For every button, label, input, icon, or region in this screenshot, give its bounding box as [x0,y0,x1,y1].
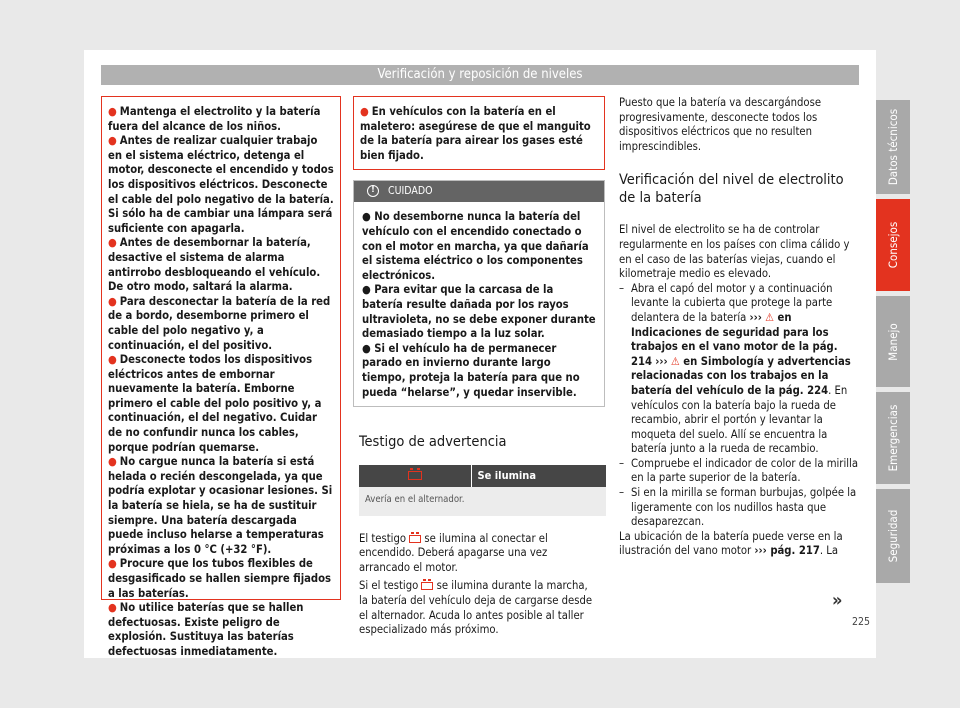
list-item: ● Para evitar que la carcasa de la batería resulte dañada por los rayos ultravioleta, no se debe exponer durante demasiado tiempo a la luz solar. [362,283,596,341]
warning-box [101,96,341,658]
caution-body [354,202,604,406]
warning-box-continued [353,96,605,170]
list-item: ● En vehículos con la batería en el maletero: asegúrese de que el manguito de la batería para airear los gases esté bien fijado. [360,105,591,162]
column-middle [353,96,605,638]
table-cell: Avería en el alternador. [359,487,606,516]
page-header: Verificación y reposición de niveles [101,65,859,85]
cross-ref-link[interactable]: ››› [655,354,668,368]
list-item: ● Antes de realizar cualquier trabajo en el sistema eléctrico, detenga el motor, desconecte el encendido y todos los dispositivos eléctricos. Desconecte el cable del polo negativo de la batería. Si sólo ha de cambiar una lámpara será suficiente con apagarla. [108,134,334,235]
caution-header [354,181,604,202]
paragraph: La ubicación de la batería puede verse en la ilustración del vano motor ››› pág. 217. La [619,529,843,558]
warning-triangle-icon: ⚠ [670,354,680,368]
tab-emergencias[interactable]: Emergencias [876,392,910,484]
list-item: ● Antes de desembornar la batería, desactive el sistema de alarma antirrobo desbloqueando el vehículo. De otro modo, saltará la alarma. [108,236,321,294]
battery-warning-icon [408,471,422,480]
list-item: ● Mantenga el electrolito y la batería fuera del alcance de los niños. [108,105,321,133]
page-number: 225 [852,616,871,628]
list-item: ● No desemborne nunca la batería del vehículo con el encendido conectado o con el motor en marcha, ya que dañaría el sistema eléctrico o los componentes electrónicos. [362,210,589,282]
list-item: – Si en la mirilla se forman burbujas, golpée la ligeramente con los nudillos hasta que desaparezcan. [619,486,857,529]
paragraph: Puesto que la batería va descargándose progresivamente, desconecte todos los dispositivos eléctricos que no resulten imprescindibles. [619,96,822,153]
section-title: Verificación del nivel de electrolito de la batería [619,172,844,207]
info-circle-icon: ! [367,185,379,197]
paragraph: El nivel de electrolito se ha de controlar regularmente en los países con clima cálido y en el caso de las baterías viejas, cuando el kilometraje medio es elevado. [619,223,850,281]
list-item: ● Procure que los tubos flexibles de desgasificado se hallen siempre fijados a las baterías. [108,557,332,600]
section-title: Testigo de advertencia [359,434,507,451]
cross-ref-link[interactable]: ››› [754,544,767,558]
battery-warning-icon [409,535,421,543]
list-item: – Compruebe el indicador de color de la mirilla en la parte superior de la batería. [619,456,859,485]
list-item: ● Si el vehículo ha de permanecer parado en invierno durante largo tiempo, proteja la batería para que no pueda “helarse”, y quedar inservible. [362,341,580,399]
list-item: ● Desconecte todos los dispositivos eléctricos antes de embornar nuevamente la batería. Emborne primero el cable del polo positivo y, a continuación, el del negativo. Cuidar de no confundir nunca los cables, porque podrían quemarse. [108,353,322,454]
column-right [619,96,859,559]
table-row [359,487,606,516]
warning-light-table [359,465,606,516]
caution-title: CUIDADO [388,185,433,198]
table-header [359,465,606,487]
cross-ref-link[interactable]: ››› [749,310,762,324]
table-icon-cell [359,465,471,487]
tab-consejos[interactable]: Consejos [876,199,910,291]
tab-datos-tecnicos[interactable]: Datos técnicos [876,100,910,194]
list-item: ● No utilice baterías que se hallen defectuosas. Existe peligro de explosión. Sustituya las baterías defectuosas inmediatamente. [108,601,304,658]
continue-arrow-icon: » [832,590,843,611]
list-item: ● No cargue nunca la batería si está helada o recién descongelada, ya que podría explotar y ocasionar lesiones. Si la batería se hiela, se ha de sustituir siempre. Una batería descargada puede incluso helarse a temperaturas próximas a los 0 °C (+32 °F). [108,455,333,556]
battery-warning-icon [421,582,433,590]
warning-triangle-icon: ⚠ [765,310,775,324]
caution-box [353,180,605,407]
tab-seguridad[interactable]: Seguridad [876,489,910,583]
list-item: ● Para desconectar la batería de la red de a bordo, desemborne primero el cable del polo negativo y, a continuación, el del positivo. [108,294,331,352]
table-header-label: Se ilumina [471,465,606,487]
tab-manejo[interactable]: Manejo [876,296,910,387]
paragraph: El testigo se ilumina al conectar el encendido. Deberá apagarse una vez arrancado el motor. [359,531,548,574]
list-item: – Abra el capó del motor y a continuación levante la cubierta que protege la parte delantera de la batería ››› ⚠ en Indicaciones de seguridad para los trabajos en el vano motor de la pág. 214 ››› ⚠ en Simbología y advertencias relacionadas con los trabajos en la batería del vehículo de la pág. 224. En vehículos con la batería bajo la rueda de recambio, abrir el portón y levantar la moqueta del suelo. Allí se encuentra la batería junto a la rueda de recambio. [619,281,851,456]
paragraph: Si el testigo se ilumina durante la marcha, la batería del vehículo deja de cargarse desde el alternador. Acuda lo antes posible al taller especializado más próximo. [359,579,593,637]
